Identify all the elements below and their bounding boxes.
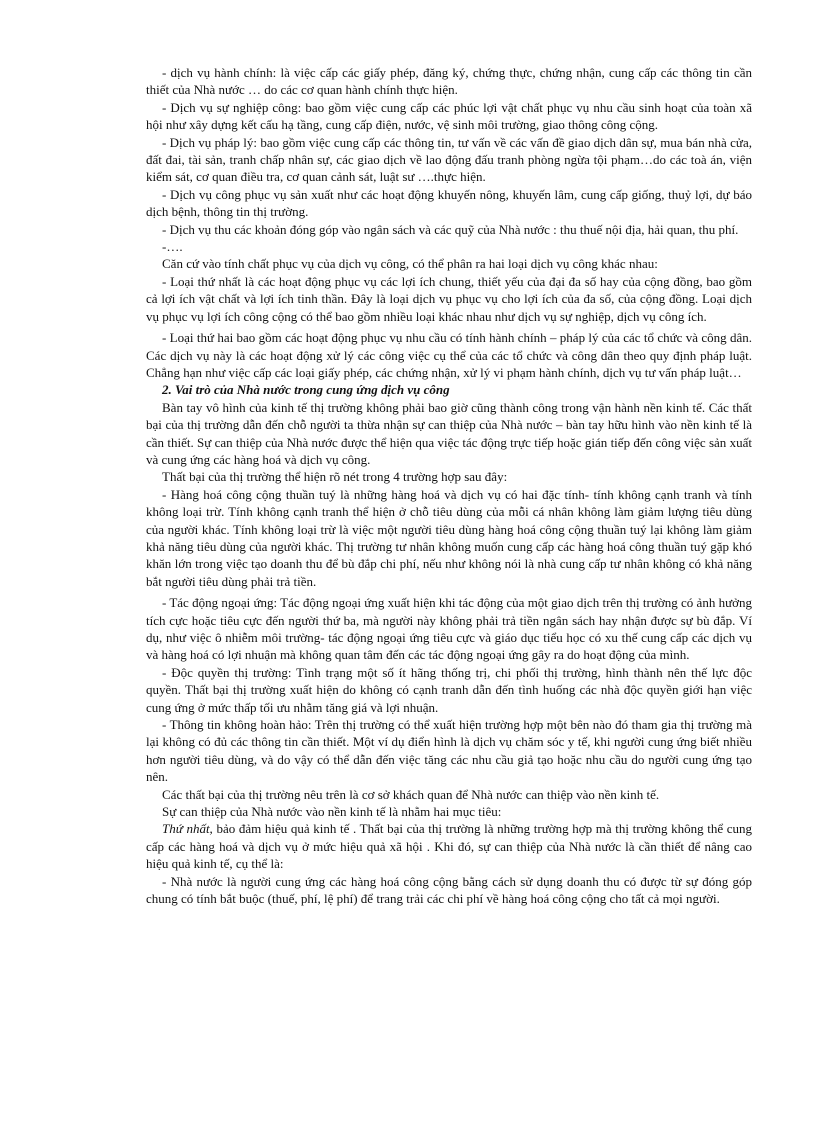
paragraph-classification-intro: Căn cứ vào tính chất phục vụ của dịch vụ công, có thể phân ra hai loại dịch vụ công khác nhau: [162, 256, 658, 272]
paragraph-second-type: - Loại thứ hai bao gồm các hoạt động phục vụ nhu cầu có tính hành chính – pháp lý của các tổ chức và công dân. Các dịch vụ này là các hoạt động xử lý các công việc cụ thể của các tổ chức và công dân theo quy định pháp luật. Chẳng hạn như việc cấp các loại giấy phép, các chứng nhận, xử lý vi phạm hành chính, dịch vụ tư vấn pháp luật… [146, 330, 752, 380]
paragraph-imperfect-information: - Thông tin không hoàn hảo: Trên thị trường có thể xuất hiện trường hợp một bên nào đó tham gia thị trường mà lại không có đủ các thông tin cần thiết. Một ví dụ điển hình là dịch vụ chăm sóc y tế, khi người cung ứng biết nhiều hơn người tiêu dùng, và do vậy có thể dẫn đến việc tăng các nhu cầu giả tạo hoặc nhu cầu do người cung ứng tạo nên. [146, 717, 752, 785]
section-heading: 2. Vai trò của Nhà nước trong cung ứng dịch vụ công [162, 382, 450, 398]
first-goal-text: bảo đảm hiệu quả kinh tế . Thất bại của thị trường là những trường hợp mà thị trường không thể cung cấp các hàng hoá và dịch vụ ở mức hiệu quả xã hội . Khi đó, sự can thiệp của Nhà nước là cần thiết để nâng cao hiệu quả kinh tế, cụ thể là: [146, 821, 752, 872]
paragraph-production-service: - Dịch vụ công phục vụ sản xuất như các hoạt động khuyến nông, khuyến lâm, cung cấp giống, thuỷ lợi, dự báo dịch bệnh, thông tin thị trường. [146, 186, 752, 220]
paragraph-first-goal [146, 820, 752, 872]
paragraph-state-provider: - Nhà nước là người cung ứng các hàng hoá công cộng bằng cách sử dụng doanh thu có được từ sự đóng góp chung có tính bắt buộc (thuế, phí, lệ phí) để trang trải các chi phí về hàng hoá công cộng cho tất cả mọi người. [146, 873, 752, 907]
paragraph-public-goods: - Hàng hoá công cộng thuần tuý là những hàng hoá và dịch vụ có hai đặc tính- tính không cạnh tranh và tính không loại trừ. Tính không cạnh tranh thể hiện ở chỗ tiêu dùng của mỗi cá nhân không làm giảm lượng tiêu dùng của người khác. Tính không loại trừ là việc một người tiêu dùng hàng hoá công cộng thuần tuý lại không làm giảm khả năng tiêu dùng của người khác. Thị trường tư nhân không muốn cung cấp các hàng hoá công thuần tuý gặp khó khăn lớn trong việc tạo doanh thu để bù đắp chi phí, nếu như không nói là nhà cung cấp tư nhân không có khả năng bắt người tiêu dùng phải trả tiền. [146, 486, 752, 589]
paragraph-two-goals: Sự can thiệp của Nhà nước vào nền kinh tế là nhằm hai mục tiêu: [162, 804, 502, 820]
document-page [146, 64, 752, 908]
first-goal-lead: Thứ nhất, [162, 821, 213, 837]
paragraph-externalities: - Tác động ngoại ứng: Tác động ngoại ứng xuất hiện khi tác động của một giao dịch trên thị trường có ảnh hưởng tích cực hoặc tiêu cực đến người thứ ba, mà người này không phải trả tiền ngân sách hay nhận được sự bù đắp. Ví dụ, như việc ô nhiễm môi trường- tác động ngoại ứng tiêu cực và giáo dục tiểu học có xu thế cung cấp các dịch vụ và hàng hoá có lợi nhuận mà không quan tâm đến các tác động ngoại ứng gây ra do hoạt động của mình. [146, 595, 752, 663]
paragraph-invisible-hand: Bàn tay vô hình của kinh tế thị trường không phải bao giờ cũng thành công trong vận hành nền kinh tế. Các thất bại của thị trường dẫn đến chỗ người ta thừa nhận sự can thiệp của Nhà nước – bàn tay hữu hình vào nền kinh tế là cần thiết. Sự can thiệp của Nhà nước được thể hiện qua việc tác động trực tiếp hoặc gián tiếp đến công việc sản xuất và cung ứng các hàng hoá và dịch vụ công. [146, 399, 752, 467]
paragraph-monopoly: - Độc quyền thị trường: Tình trạng một số ít hãng thống trị, chi phối thị trường, hình thành nên thế lực độc quyền. Thất bại thị trường xuất hiện do không có cạnh tranh dẫn đến tình huống các nhà độc quyền giới hạn việc cung ứng ở mức thấp tối ưu nhằm tăng giá và lợi nhuận. [146, 664, 752, 715]
paragraph-public-service: - Dịch vụ sự nghiệp công: bao gồm việc cung cấp các phúc lợi vật chất phục vụ nhu cầu sinh hoạt của toàn xã hội như xây dựng kết cấu hạ tầng, cung cấp điện, nước, vệ sinh môi trường, giao thông công cộng. [146, 99, 752, 133]
paragraph-ellipsis: -…. [162, 239, 183, 255]
paragraph-failure-basis: Các thất bại của thị trường nêu trên là cơ sở khách quan để Nhà nước can thiệp vào nền kinh tế. [162, 786, 660, 802]
paragraph-legal-service: - Dịch vụ pháp lý: bao gồm việc cung cấp các thông tin, tư vấn về các vấn đề giao dịch dân sự, mua bán nhà cửa, đất đai, tài sản, tranh chấp nhân sự, các giao dịch về lao động đấu tranh phòng ngừa tội phạm…do các toà án, viện kiểm sát, cơ quan điều tra, cơ quan cảnh sát, luật sư ….thực hiện. [146, 134, 752, 185]
paragraph-first-type: - Loại thứ nhất là các hoạt động phục vụ các lợi ích chung, thiết yếu của đại đa số hay của cộng đồng, bao gồm cả lợi ích vật chất và lợi ích tinh thần. Đây là loại dịch vụ phục vụ cho lợi ích của đa số, của cộng đồng. Loại dịch vụ phục vụ lợi ích công cộng có thể bao gồm nhiều loại khác nhau như dịch vụ sự nghiệp, dịch vụ công ích. [146, 273, 752, 324]
paragraph-revenue-service: - Dịch vụ thu các khoản đóng góp vào ngân sách và các quỹ của Nhà nước : thu thuế nội địa, hải quan, thu phí. [162, 221, 739, 237]
paragraph-market-failure-intro: Thất bại của thị trường thể hiện rõ nét trong 4 trường hợp sau đây: [162, 469, 508, 485]
paragraph-administrative-service: - dịch vụ hành chính: là việc cấp các giấy phép, đăng ký, chứng thực, chứng nhận, cung cấp các thông tin cần thiết của Nhà nước … do các cơ quan hành chính thực hiện. [146, 65, 752, 98]
